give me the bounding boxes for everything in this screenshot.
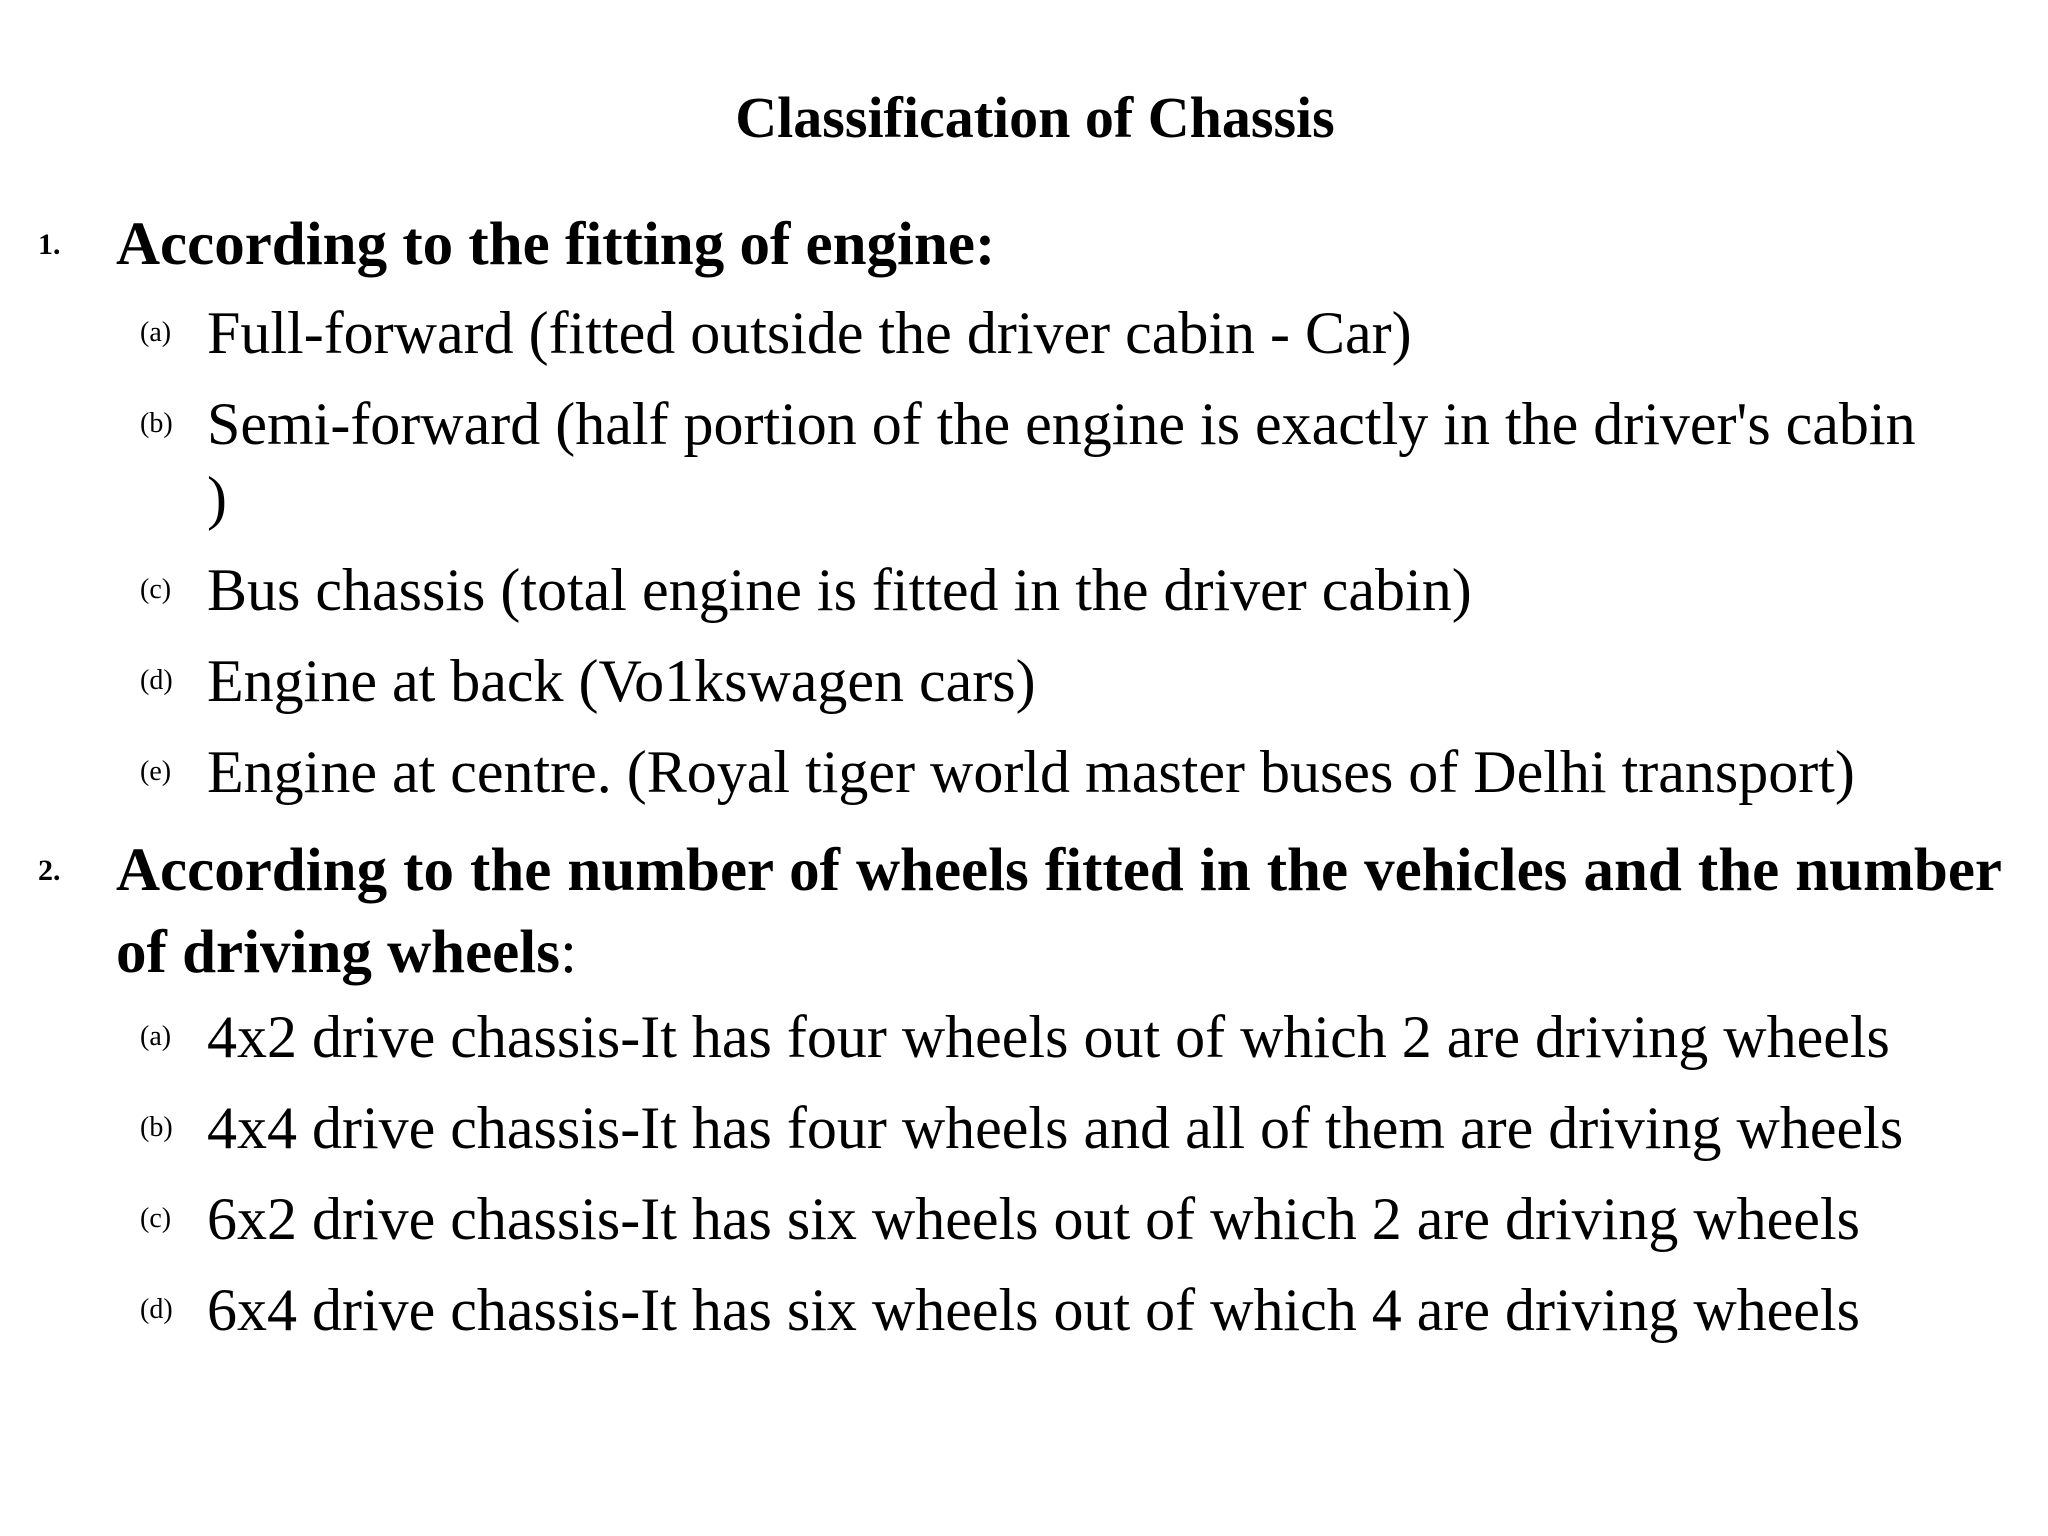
item-marker: (b) — [140, 1112, 173, 1143]
section-heading-colon: : — [559, 919, 577, 986]
item-marker: (d) — [140, 665, 173, 696]
item-text: 6x2 drive chassis-It has six wheels out of which 2 are driving wheels — [207, 1186, 1860, 1252]
section-number: 2. — [38, 854, 61, 887]
item-marker: (c) — [140, 1203, 172, 1234]
section-heading — [116, 830, 2002, 994]
item-text: Full-forward (fitted outside the driver cabin - Car) — [207, 300, 1412, 366]
item-text: 6x4 drive chassis-It has six wheels out of which 4 are driving wheels — [207, 1277, 1860, 1343]
item-marker: (a) — [140, 317, 172, 348]
item-text: 4x4 drive chassis-It has four wheels and all of them are driving wheels — [207, 1095, 1904, 1161]
item-marker: (e) — [140, 756, 172, 787]
item-marker: (a) — [140, 1021, 172, 1052]
page-title: Classification of Chassis — [735, 85, 1335, 150]
item-marker: (c) — [140, 574, 172, 605]
section-number: 1. — [38, 228, 61, 261]
section-heading-text: According to the number of wheels fitted in the vehicles and the number of driving wheels — [116, 837, 2002, 986]
item-text: Bus chassis (total engine is fitted in the driver cabin) — [207, 557, 1472, 623]
item-text: Engine at centre. (Royal tiger world master buses of Delhi transport) — [207, 739, 1855, 805]
item-text: 4x2 drive chassis-It has four wheels out of which 2 are driving wheels — [207, 1004, 1890, 1070]
item-marker: (d) — [140, 1294, 173, 1325]
item-marker: (b) — [140, 408, 173, 439]
item-text: Engine at back (Vo1kswagen cars) — [207, 648, 1036, 714]
item-text: Semi-forward (half portion of the engine is exactly in the driver's cabin ) — [207, 391, 1916, 531]
section-heading: According to the fitting of engine: — [116, 211, 996, 278]
